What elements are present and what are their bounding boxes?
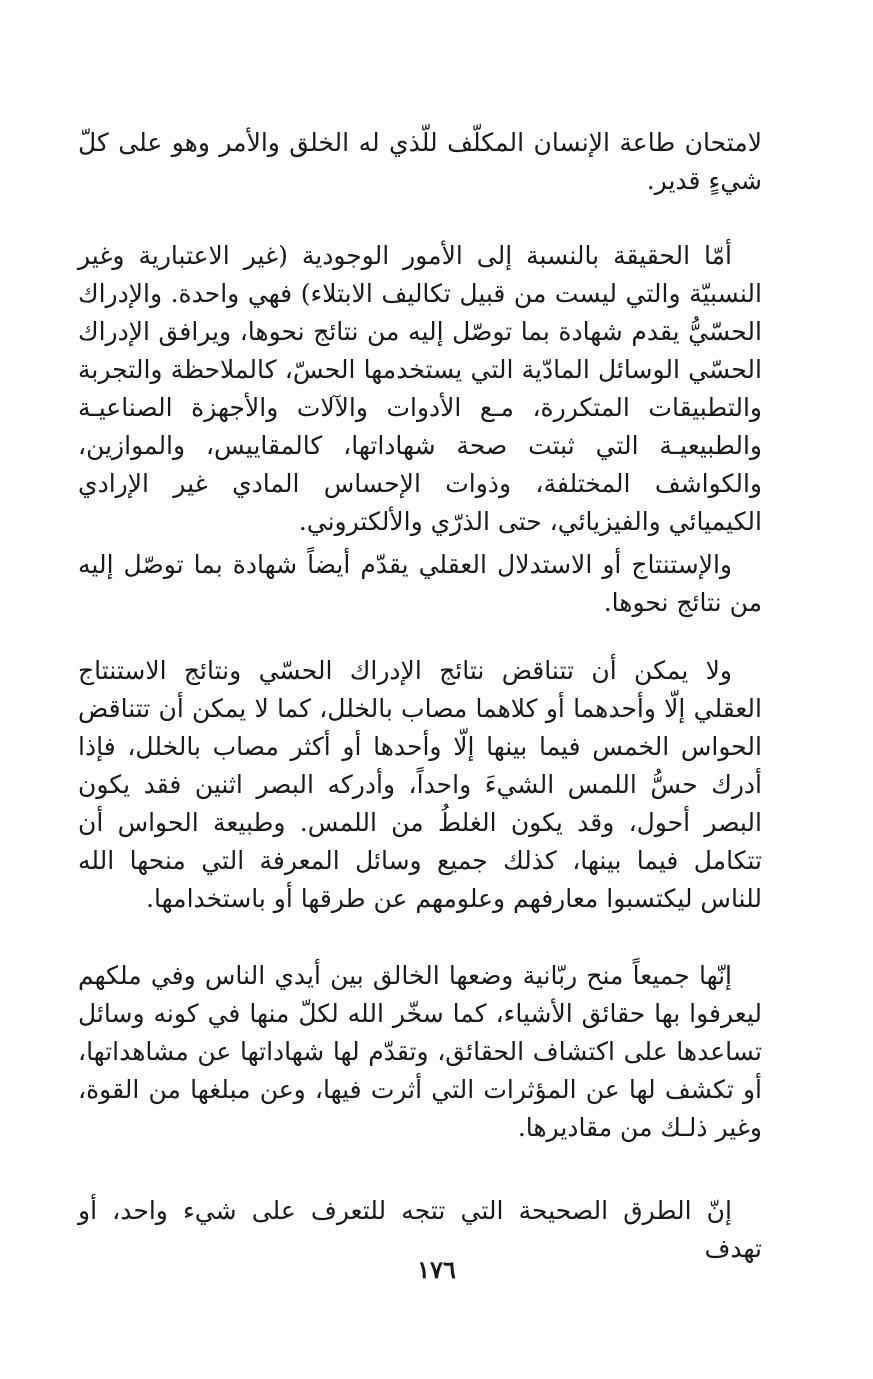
- paragraph-text: إنّ الطرق الصحيحة التي تتجه للتعرف على شيء واحد، أو تهدف: [78, 1196, 762, 1263]
- paragraph-4: [78, 652, 762, 918]
- paragraph-text: والإستنتاج أو الاستدلال العقلي يقدّم أيضاً شهادة بما توصّل إليه من نتائج نحوها.: [78, 550, 762, 617]
- paragraph-text: أمّا الحقيقة بالنسبة إلى الأمور الوجودية (غير الاعتبارية وغير النسبيّة والتي ليست من قبيل تكاليف الابتلاء) فهي واحدة. والإدراك الحسّيُّ يقدم شهادة بما توصّل إليه من نتائج نحوها، ويرافق الإدراك الحسّي الوسائل المادّية التي يستخدمها الحسّ، كالملاحظة والتجربة والتطبيقات المتكررة، مـع الأدوات والآلات والأجهزة الصناعيـة والطبيعيـة التي ثبتت صحة شهاداتها، كالمقاييس، والموازين، والكواشف المختلفة، وذوات الإحساس المادي غير الإرادي الكيميائي والفيزيائي، حتى الذرّي والألكتروني.: [78, 241, 762, 536]
- paragraph-text: لامتحان طاعة الإنسان المكلّف للّذي له الخلق والأمر وهو على كلّ شيءٍ قدير.: [78, 128, 762, 195]
- paragraph-5: [78, 957, 762, 1147]
- paragraph-1: [78, 124, 762, 200]
- page-number: ١٧٦: [417, 1255, 456, 1284]
- paragraph-2: [78, 237, 762, 541]
- paragraph-text: إنّها جميعاً منح ربّانية وضعها الخالق بين أيدي الناس وفي ملكهم ليعرفوا بها حقائق الأشياء، كما سخّر الله لكلّ منها في كونه وسائل تساعدها على اكتشاف الحقائق، وتقدّم لها شهاداتها عن مشاهداتها، أو تكشف لها عن المؤثرات التي أثرت فيها، وعن مبلغها من القوة، وغير ذلـك من مقاديرها.: [78, 961, 762, 1142]
- paragraph-3: [78, 546, 762, 622]
- paragraph-text: ولا يمكن أن تتناقض نتائج الإدراك الحسّي ونتائج الاستنتاج العقلي إلّا وأحدهما أو كلاهما مصاب بالخلل، كما لا يمكن أن تتناقض الحواس الخمس فيما بينها إلّا وأحدها أو أكثر مصاب بالخلل، فإذا أدرك حسُّ اللمس الشيءَ واحداً، وأدركه البصر اثنين فقد يكون البصر أحول، وقد يكون الغلطُ من اللمس. وطبيعة الحواس أن تتكامل فيما بينها، كذلك جميع وسائل المعرفة التي منحها الله للناس ليكتسبوا معارفهم وعلومهم عن طرقها أو باستخدامها.: [78, 656, 762, 913]
